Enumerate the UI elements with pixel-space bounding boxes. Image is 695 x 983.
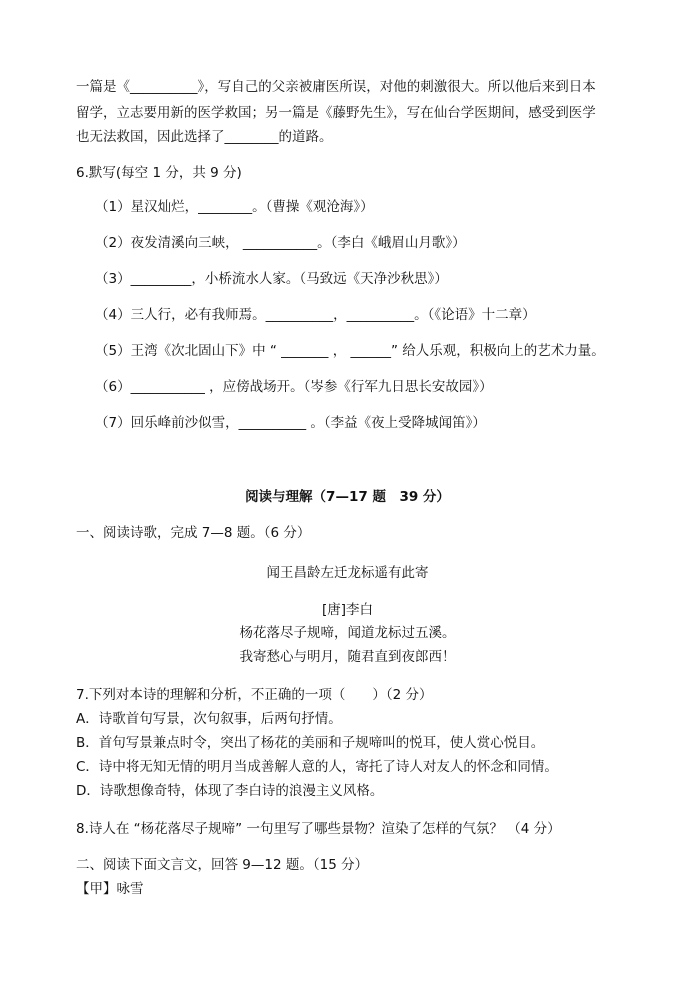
- part-1-header: 一、阅读诗歌，完成 7—8 题。（6 分）: [76, 525, 311, 541]
- poem-line: 我寄愁心与明月，随君直到夜郎西！: [239, 649, 456, 665]
- question-6-item-5: （5）王湾《次北固山下》中 “ _______ ， ______” 给人乐观，积极向上的艺术力量。: [95, 343, 605, 359]
- question-7-option-a: A．诗歌首句写景，次句叙事，后两句抒情。: [76, 711, 342, 727]
- part-2-header: 二、阅读下面文言文，回答 9—12 题。（15 分）: [76, 857, 369, 873]
- question-8: 8.诗人在 “杨花落尽子规啼” 一句里写了哪些景物？渲染了怎样的气氛？ （4 分）: [76, 821, 561, 837]
- poem-line: 杨花落尽子规啼，闻道龙标过五溪。: [239, 625, 456, 641]
- question-6-header: 6.默写(每空 1 分，共 9 分): [76, 165, 242, 181]
- question-7-stem: 7.下列对本诗的理解和分析，不正确的一项（ ）（2 分）: [76, 687, 433, 703]
- part-2-subtitle: 【甲】咏雪: [76, 881, 144, 897]
- paragraph-line: 一篇是《__________》，写自己的父亲被庸医所误，对他的刺激很大。所以他后来到日本: [76, 79, 596, 95]
- question-6-item-3: （3）_________，小桥流水人家。（马致远《天净沙秋思》）: [95, 271, 448, 287]
- question-6-item-7: （7）回乐峰前沙似雪，__________ 。（李益《夜上受降城闻笛》）: [95, 415, 486, 431]
- question-6-item-6: （6）___________ ，应傍战场开。（岑参《行军九日思长安故园》）: [95, 379, 493, 395]
- poem-author: [唐]李白: [321, 602, 374, 618]
- question-6-item-4: （4）三人行，必有我师焉。__________，__________。（《论语》十二章）: [95, 307, 536, 323]
- section-title: 阅读与理解（7—17 题 39 分）: [245, 489, 450, 505]
- question-7-option-c: C．诗中将无知无情的明月当成善解人意的人，寄托了诗人对友人的怀念和同情。: [76, 759, 558, 775]
- poem-title: 闻王昌龄左迁龙标遥有此寄: [266, 565, 429, 581]
- question-6-item-2: （2）夜发清溪向三峡， ___________。（李白《峨眉山月歌》）: [95, 235, 466, 251]
- paragraph-line: 留学，立志要用新的医学救国；另一篇是《藤野先生》，写在仙台学医期间，感受到医学: [76, 105, 596, 121]
- question-7-option-d: D．诗歌想像奇特，体现了李白诗的浪漫主义风格。: [76, 783, 384, 799]
- paragraph-line: 也无法救国，因此选择了________的道路。: [76, 129, 333, 145]
- question-7-option-b: B．首句写景兼点时令，突出了杨花的美丽和子规啼叫的悦耳，使人赏心悦目。: [76, 735, 545, 751]
- question-6-item-1: （1）星汉灿烂，________。（曹操《观沧海》）: [95, 199, 374, 215]
